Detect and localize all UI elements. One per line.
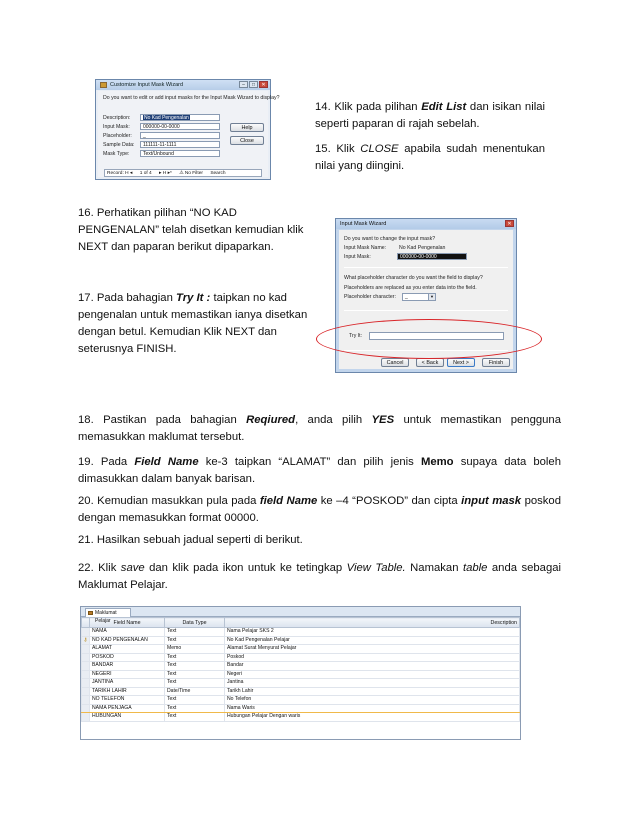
tab-maklumat-pelajar[interactable] bbox=[85, 608, 131, 624]
field-name-term: field Name bbox=[259, 495, 318, 507]
step-20-part-a: 20. Kemudian masukkan pula pada bbox=[78, 495, 260, 507]
field-name-cell[interactable]: NO TELEFON bbox=[90, 696, 165, 705]
step-15-text bbox=[315, 141, 545, 175]
step-17-text bbox=[78, 290, 310, 358]
description-cell[interactable]: Jantina bbox=[225, 679, 520, 688]
record-search[interactable]: Search bbox=[210, 171, 226, 176]
minimize-icon[interactable]: – bbox=[239, 81, 248, 88]
step-18-part-e: untuk memastikan pengguna memasukkan maklumat tersebut. bbox=[78, 414, 561, 443]
try-it-label: Try It: bbox=[349, 333, 363, 339]
data-type-cell[interactable]: Text bbox=[165, 713, 225, 722]
memo-term: Memo bbox=[420, 456, 454, 468]
placeholder-char-select[interactable] bbox=[402, 293, 436, 301]
field-name-term: Field Name bbox=[134, 456, 199, 468]
row-selector[interactable] bbox=[82, 704, 90, 713]
placeholder-label: Placeholder: bbox=[103, 133, 132, 139]
field-name-cell[interactable]: TARIKH LAHIR bbox=[90, 687, 165, 696]
step-17-part-c: taipkan no kad pengenalan untuk memastikan ianya disetkan dengan betul. Kemudian Klik NEXT dan seterusnya FINISH. bbox=[78, 292, 308, 355]
dialog-title-bar bbox=[96, 80, 270, 90]
row-selector[interactable] bbox=[82, 653, 90, 662]
dialog-title: Customize Input Mask Wizard bbox=[110, 82, 184, 88]
customize-input-mask-dialog bbox=[95, 79, 280, 180]
row-selector[interactable] bbox=[82, 679, 90, 688]
placeholder-note: Placeholders are replaced as you enter data into the field. bbox=[344, 285, 477, 291]
data-type-cell[interactable]: Text bbox=[165, 704, 225, 713]
table-row[interactable] bbox=[82, 696, 520, 705]
row-selector[interactable] bbox=[82, 670, 90, 679]
record-nav-next[interactable]: ▸ H ▸* bbox=[159, 171, 172, 176]
data-type-cell[interactable]: Text bbox=[165, 628, 225, 637]
row-selector[interactable] bbox=[82, 696, 90, 705]
input-mask-label: Input Mask: bbox=[103, 124, 130, 130]
record-navigator bbox=[104, 169, 262, 177]
wizard-input-mask-label: Input Mask: bbox=[344, 254, 371, 260]
divider bbox=[344, 267, 508, 268]
placeholder-char-value: _ bbox=[405, 294, 408, 300]
table-row[interactable] bbox=[82, 687, 520, 696]
data-type-cell[interactable]: Text bbox=[165, 653, 225, 662]
step-20-part-e: poskod dengan memasukkan format 00000. bbox=[78, 495, 561, 524]
close-icon[interactable]: ✕ bbox=[259, 81, 268, 88]
table-row[interactable] bbox=[82, 670, 520, 679]
description-label: Description: bbox=[103, 115, 131, 121]
field-name-cell[interactable]: NAMA bbox=[90, 628, 165, 637]
mask-name-value: No Kad Pengenalan bbox=[399, 245, 446, 251]
next-button[interactable]: Next > bbox=[447, 358, 475, 367]
field-name-cell[interactable]: ALAMAT bbox=[90, 645, 165, 654]
input-mask-field[interactable]: 000000-00-0000 bbox=[140, 123, 220, 130]
placeholder-question: What placeholder character do you want the field to display? bbox=[344, 275, 483, 281]
sample-data-label: Sample Data: bbox=[103, 142, 135, 148]
description-cell[interactable]: Nama Waris bbox=[225, 704, 520, 713]
description-field[interactable]: No Kad Pengenalan bbox=[140, 114, 220, 121]
mask-type-select[interactable]: Text/Unbound bbox=[140, 150, 220, 157]
step-17-part-a: 17. Pada bahagian bbox=[78, 292, 176, 304]
wizard-input-mask-field[interactable]: 000000-00-0000 bbox=[397, 253, 467, 260]
row-selector-header bbox=[82, 618, 90, 628]
step-14-text bbox=[315, 99, 545, 133]
description-cell[interactable]: No Kad Pengenalan Pelajar bbox=[225, 636, 520, 645]
cancel-button[interactable]: Cancel bbox=[381, 358, 409, 367]
field-name-cell[interactable]: NO KAD PENGENALAN bbox=[90, 636, 165, 645]
row-selector[interactable] bbox=[82, 645, 90, 654]
step-20-part-c: ke –4 “POSKOD” dan cipta bbox=[317, 495, 462, 507]
dialog-prompt: Do you want to edit or add input masks for the Input Mask Wizard to display? bbox=[103, 95, 280, 101]
mask-type-label: Mask Type: bbox=[103, 151, 130, 157]
step-22-part-e: Namakan bbox=[405, 562, 463, 574]
table-icon bbox=[88, 611, 93, 615]
access-app-icon bbox=[100, 82, 107, 88]
finish-button[interactable]: Finish bbox=[482, 358, 510, 367]
step-18-part-c: , anda pilih bbox=[295, 414, 372, 426]
step-15-number: 15. bbox=[315, 143, 331, 155]
table-row[interactable] bbox=[82, 645, 520, 654]
chevron-down-icon[interactable]: ▼ bbox=[428, 294, 435, 300]
edit-list-term: Edit List bbox=[421, 101, 467, 113]
step-22-part-a: 22. Klik bbox=[78, 562, 121, 574]
field-name-header: Field Name bbox=[90, 618, 165, 628]
field-grid bbox=[81, 617, 520, 722]
description-cell[interactable]: Poskod bbox=[225, 653, 520, 662]
step-22-part-g: anda sebagai Maklumat Pelajar. bbox=[78, 562, 562, 591]
data-type-cell[interactable]: Text bbox=[165, 670, 225, 679]
data-type-cell[interactable]: Text bbox=[165, 662, 225, 671]
step-19-part-c: ke-3 taipkan “ALAMAT” dan pilih jenis bbox=[198, 456, 421, 468]
field-name-cell[interactable]: HUBUNGAN bbox=[90, 713, 165, 722]
try-it-highlight-oval bbox=[316, 319, 542, 359]
field-name-cell[interactable]: POSKOD bbox=[90, 653, 165, 662]
field-name-cell[interactable]: JANTINA bbox=[90, 679, 165, 688]
close-button[interactable]: Close bbox=[230, 136, 264, 145]
required-term: Reqiured bbox=[246, 414, 296, 426]
description-cell[interactable]: Nama Pelajar SKS 2 bbox=[225, 628, 520, 637]
data-type-cell[interactable]: Memo bbox=[165, 645, 225, 654]
field-name-cell[interactable]: BANDAR bbox=[90, 662, 165, 671]
step-14-number: 14. bbox=[315, 101, 331, 113]
step-14-part-a: Klik pada pilihan bbox=[330, 101, 422, 113]
back-button[interactable]: < Back bbox=[416, 358, 444, 367]
try-it-term: Try It : bbox=[176, 292, 211, 304]
table-row[interactable] bbox=[82, 679, 520, 688]
step-22-text bbox=[78, 560, 561, 594]
table-term: table bbox=[462, 562, 488, 574]
table-design-view bbox=[80, 606, 521, 740]
help-button[interactable]: Help bbox=[230, 123, 264, 132]
primary-key-icon[interactable]: ⚷ bbox=[82, 636, 90, 645]
step-16-text: 16. Perhatikan pilihan “NO KAD PENGENALAN” telah disetkan kemudian klik NEXT dan paparan berikut dipaparkan. bbox=[78, 207, 304, 253]
sample-data-field[interactable]: 111111-11-1111 bbox=[140, 141, 220, 148]
input-mask-term: input mask bbox=[461, 495, 522, 507]
description-header: Description bbox=[225, 618, 520, 628]
placeholder-field[interactable]: _ bbox=[140, 132, 220, 139]
tab-label: Maklumat Pelajar bbox=[95, 610, 117, 624]
data-type-cell[interactable]: Text bbox=[165, 636, 225, 645]
divider bbox=[344, 310, 508, 311]
step-22-part-c: dan klik pada ikon untuk ke tetingkap bbox=[144, 562, 347, 574]
step-18-text bbox=[78, 412, 561, 446]
description-cell[interactable]: Alamat Surat Menyurat Pelajar bbox=[225, 645, 520, 654]
wizard-question: Do you want to change the input mask? bbox=[344, 236, 436, 242]
wizard-title-bar bbox=[336, 219, 516, 229]
placeholder-char-label: Placeholder character: bbox=[344, 294, 396, 300]
row-selector[interactable] bbox=[82, 628, 90, 637]
field-name-cell[interactable]: NAMA PENJAGA bbox=[90, 704, 165, 713]
table-row[interactable] bbox=[82, 628, 520, 637]
data-type-cell[interactable]: Date/Time bbox=[165, 687, 225, 696]
step-20-text bbox=[78, 493, 561, 527]
step-19-text bbox=[78, 454, 561, 488]
close-icon[interactable]: ✕ bbox=[505, 220, 514, 227]
mask-name-label: Input Mask Name: bbox=[344, 245, 387, 251]
wizard-title: Input Mask Wizard bbox=[340, 221, 387, 227]
field-name-cell[interactable]: NEGERI bbox=[90, 670, 165, 679]
close-term: CLOSE bbox=[360, 143, 399, 155]
data-type-cell[interactable]: Text bbox=[165, 696, 225, 705]
step-15-part-c: apabila sudah menentukan nilai yang diingini. bbox=[315, 143, 546, 172]
step-15-part-a: Klik bbox=[330, 143, 361, 155]
description-cell[interactable]: Negeri bbox=[225, 670, 520, 679]
table-row[interactable] bbox=[82, 636, 520, 645]
step-19-part-e: supaya data boleh dimasukkan dalam banyak barisan. bbox=[78, 456, 561, 485]
description-cell[interactable]: Hubungan Pelajar Dengan waris bbox=[225, 713, 520, 722]
yes-term: YES bbox=[371, 414, 395, 426]
view-table-term: View Table. bbox=[346, 562, 406, 574]
description-cell[interactable]: No Telefon bbox=[225, 696, 520, 705]
step-21-text: 21. Hasilkan sebuah jadual seperti di berikut. bbox=[78, 534, 303, 546]
description-cell[interactable]: Bandar bbox=[225, 662, 520, 671]
row-selector[interactable] bbox=[82, 662, 90, 671]
record-position: 1 of 4 bbox=[139, 171, 152, 176]
no-filter-button[interactable]: ⚠ No Filter bbox=[179, 171, 203, 176]
save-term: save bbox=[120, 562, 145, 574]
record-nav-prev[interactable]: Record: H ◂ bbox=[107, 171, 133, 176]
description-cell[interactable]: Tarikh Lahir bbox=[225, 687, 520, 696]
data-type-cell[interactable]: Text bbox=[165, 679, 225, 688]
row-selector[interactable] bbox=[82, 713, 90, 722]
step-19-part-a: 19. Pada bbox=[78, 456, 135, 468]
step-18-part-a: 18. Pastikan pada bahagian bbox=[78, 414, 247, 426]
maximize-icon[interactable]: □ bbox=[249, 81, 258, 88]
table-row[interactable] bbox=[82, 713, 520, 722]
row-selector[interactable] bbox=[82, 687, 90, 696]
table-row[interactable] bbox=[82, 704, 520, 713]
data-type-header: Data Type bbox=[165, 618, 225, 628]
table-row[interactable] bbox=[82, 653, 520, 662]
step-14-part-c: dan isikan nilai seperti paparan di rajah sebelah. bbox=[315, 101, 546, 130]
table-row[interactable] bbox=[82, 662, 520, 671]
